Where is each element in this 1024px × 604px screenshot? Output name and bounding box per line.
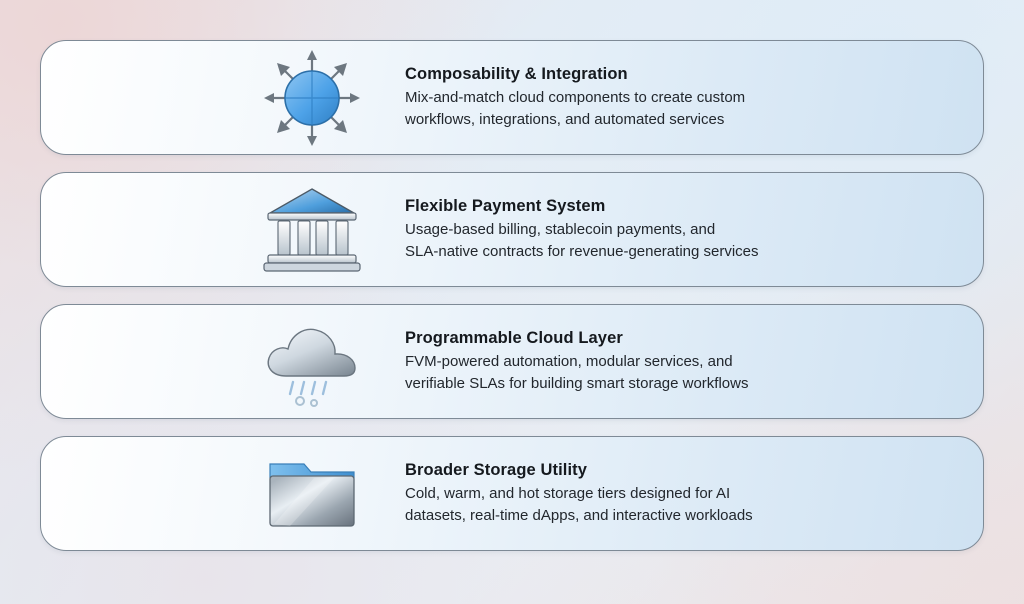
compass-expand-arrows-icon — [237, 48, 387, 148]
feature-card-title: Flexible Payment System — [405, 197, 606, 216]
feature-card-description-line: datasets, real-time dApps, and interactive workloads — [405, 506, 753, 524]
feature-card-list — [40, 40, 984, 551]
feature-card-cloud[interactable] — [40, 304, 984, 419]
feature-card-description-line: Usage-based billing, stablecoin payments, and — [405, 221, 716, 239]
feature-card-description — [405, 351, 925, 394]
feature-card-title: Broader Storage Utility — [405, 461, 588, 480]
cloud-rain-icon — [237, 312, 387, 412]
feature-card-description-line: Cold, warm, and hot storage tiers designed for AI — [405, 485, 731, 503]
feature-card-payments[interactable] — [40, 172, 984, 287]
feature-card-description — [405, 219, 925, 262]
feature-card-description-line: verifiable SLAs for building smart storage workflows — [405, 374, 749, 392]
feature-card-text — [387, 65, 957, 130]
feature-card-text — [387, 329, 957, 394]
feature-card-description — [405, 483, 925, 526]
feature-card-description-line: FVM-powered automation, modular services, and — [405, 353, 733, 371]
feature-card-title: Composability & Integration — [405, 65, 628, 84]
feature-card-text — [387, 461, 957, 526]
bank-building-icon — [237, 180, 387, 280]
feature-card-description-line: Mix-and-match cloud components to create custom — [405, 89, 746, 107]
feature-card-description — [405, 87, 925, 130]
feature-card-title: Programmable Cloud Layer — [405, 329, 623, 348]
folder-icon — [237, 444, 387, 544]
feature-card-text — [387, 197, 957, 262]
feature-card-description-line: SLA-native contracts for revenue-generating services — [405, 242, 759, 260]
feature-card-description-line: workflows, integrations, and automated services — [405, 110, 725, 128]
feature-card-storage[interactable] — [40, 436, 984, 551]
feature-card-composability[interactable] — [40, 40, 984, 155]
